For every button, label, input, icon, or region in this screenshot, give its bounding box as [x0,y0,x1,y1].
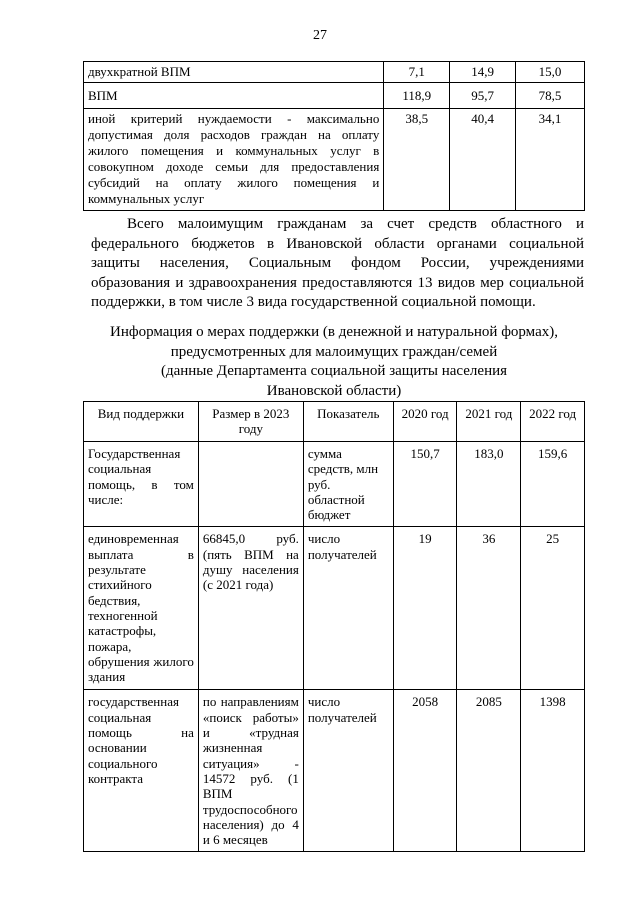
body-paragraph: Всего малоимущим гражданам за счет средств областного и федерального бюджетов в Ивановской области органами социальной защиты населения, Социальным фондом России, учреждениями образования и здравоохранения предоставляются 13 видов мер социальной поддержки, в том числе 3 вида государственной социальной помощи. [91,216,584,310]
value-cell: 14,9 [450,62,516,83]
type-cell: Государственная социальная помощь, в том числе: [84,442,199,527]
value-2022: 25 [521,527,585,690]
value-2020: 19 [393,527,457,690]
header-2020: 2020 год [393,402,457,442]
table-row [84,442,585,527]
type-cell: единовременная выплата в результате стихийного бедствия, техногенной катастрофы, пожара, обрушения жилого здания [84,527,199,690]
value-cell: 40,4 [450,109,516,211]
row-label: ВПМ [84,83,384,109]
page-number: 27 [313,28,327,43]
row-label: иной критерий нуждаемости - максимально допустимая доля расходов граждан на оплату жилого помещения и коммунальных услуг в совокупном доходе семьи для предоставления субсидий на оплату жилого помещения и коммунальных услуг [84,109,384,211]
value-cell: 118,9 [384,83,450,109]
table-row [84,690,585,852]
row-label: двухкратной ВПМ [84,62,384,83]
value-cell: 15,0 [516,62,585,83]
section-heading [83,323,585,401]
value-cell: 78,5 [516,83,585,109]
value-cell: 7,1 [384,62,450,83]
header-size: Размер в 2023 году [198,402,303,442]
indicator-cell: число получателей [303,527,393,690]
header-type: Вид поддержки [84,402,199,442]
indicator-cell: число получателей [303,690,393,852]
header-2021: 2021 год [457,402,521,442]
value-cell: 38,5 [384,109,450,211]
value-cell: 95,7 [450,83,516,109]
header-row [84,402,585,442]
value-2022: 1398 [521,690,585,852]
value-2021: 2085 [457,690,521,852]
table-row [84,62,585,83]
value-2021: 183,0 [457,442,521,527]
value-2021: 36 [457,527,521,690]
value-cell: 34,1 [516,109,585,211]
heading-line: предусмотренных для малоимущих граждан/семей [170,343,498,360]
table-row [84,83,585,109]
indicator-cell: сумма средств, млн руб. областной бюджет [303,442,393,527]
heading-line: (данные Департамента социальной защиты населения [160,363,508,379]
value-2020: 2058 [393,690,457,852]
heading-line: Информация о мерах поддержки (в денежной и натуральной формах), [110,324,558,340]
size-cell: 66845,0 руб. (пять ВПМ на душу населения (с 2021 года) [198,527,303,690]
table-row [84,527,585,690]
support-measures-table [83,401,585,852]
poverty-criteria-table [83,61,585,211]
header-indicator: Показатель [303,402,393,442]
header-2022: 2022 год [521,402,585,442]
size-cell [198,442,303,527]
heading-line: Ивановской области) [266,382,402,399]
value-2022: 159,6 [521,442,585,527]
value-2020: 150,7 [393,442,457,527]
size-cell: по направлениям «поиск работы» и «трудная жизненная ситуация» - 14572 руб. (1 ВПМ трудоспособного населения) до 4 и 6 месяцев [198,690,303,852]
table-row [84,109,585,211]
type-cell: государственная социальная помощь на основании социального контракта [84,690,199,852]
